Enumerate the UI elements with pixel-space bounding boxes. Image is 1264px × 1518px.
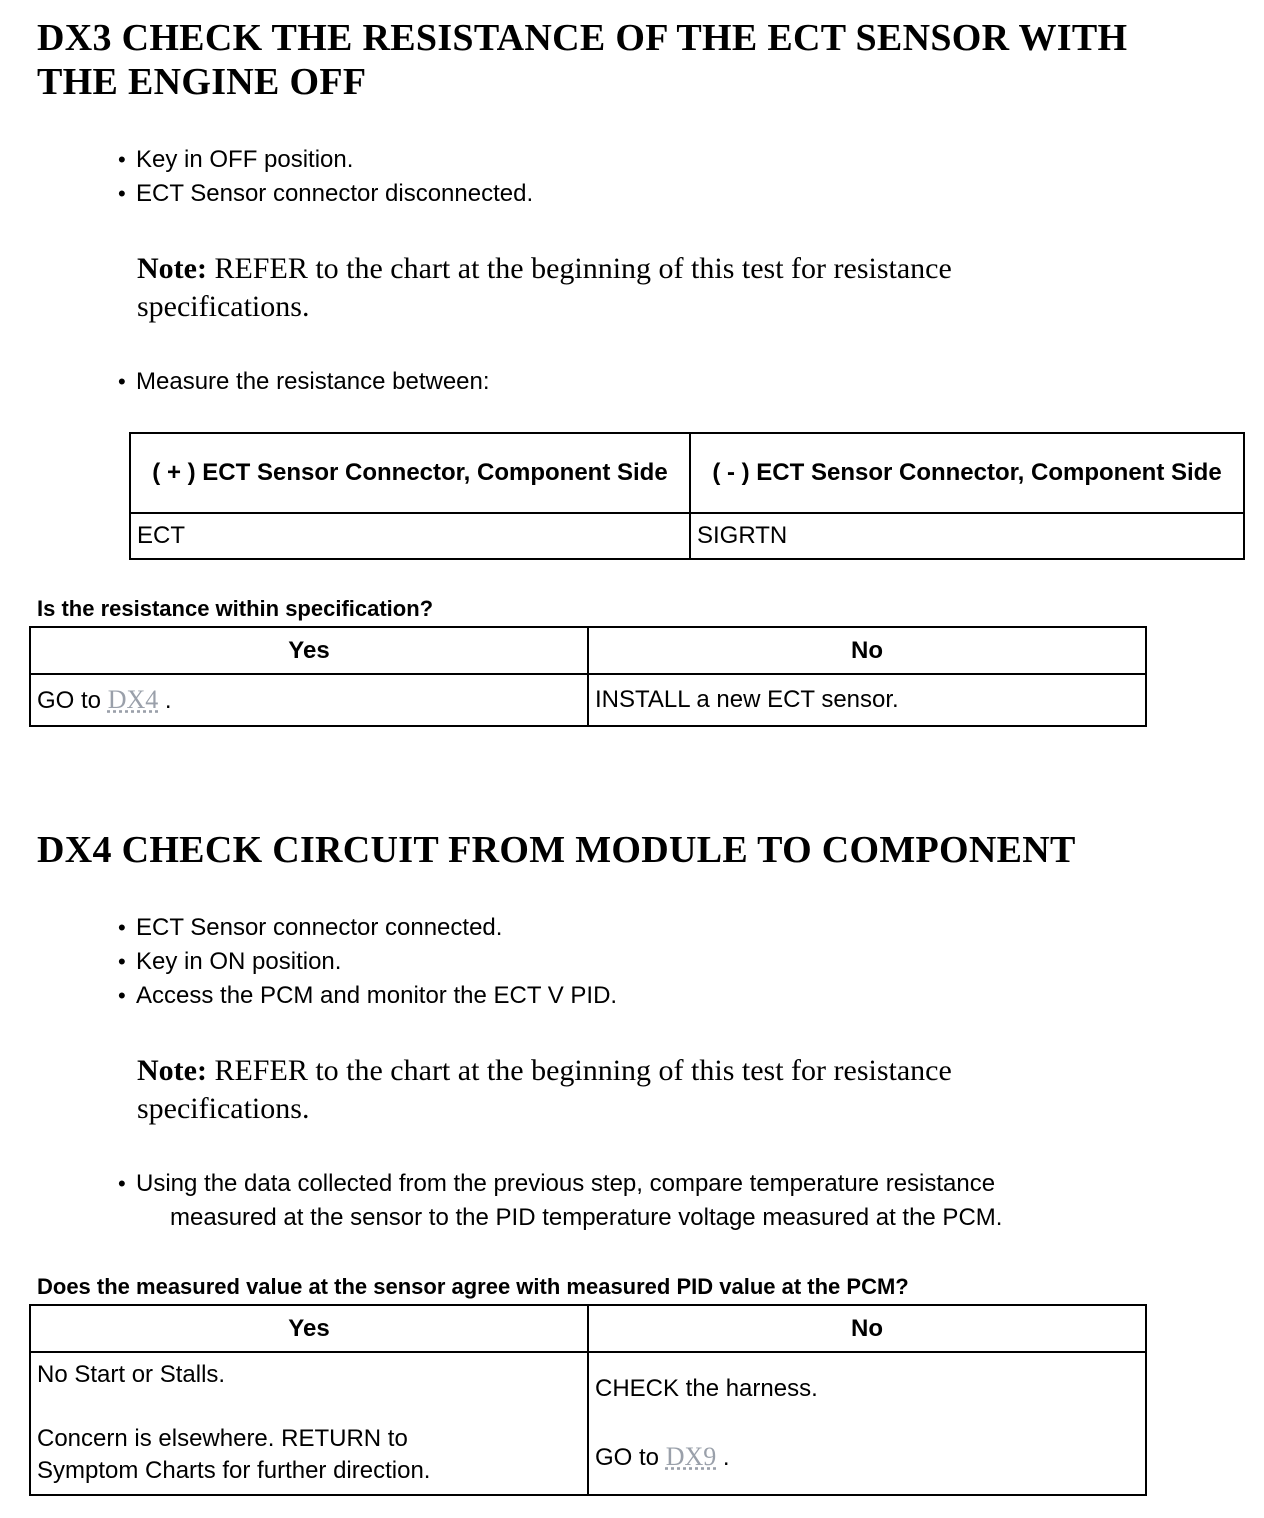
dx3-question: Is the resistance within specification? [37, 596, 434, 621]
dx3-note [137, 250, 1137, 326]
measure-cell-plus: ECT [130, 513, 690, 559]
dx3-title: DX3 CHECK THE RESISTANCE OF THE ECT SENSOR WITH THE ENGINE OFF [37, 17, 1128, 103]
dx4-question: Does the measured value at the sensor agree with measured PID value at the PCM? [37, 1274, 909, 1299]
no-cell: CHECK the harness. GO to DX9 . [588, 1352, 1146, 1495]
dx9-link[interactable]: DX9 [665, 1442, 717, 1471]
no-header: No [588, 1305, 1146, 1352]
note-label: Note: [137, 252, 207, 285]
note-text: REFER to the chart at the beginning of this test for resistance [206, 252, 952, 285]
list-item: • Key in ON position. [118, 945, 617, 979]
yes-cell: GO to DX4 . [30, 674, 588, 726]
dx4-title: DX4 CHECK CIRCUIT FROM MODULE TO COMPONENT [37, 829, 1076, 871]
dx4-link[interactable]: DX4 [107, 685, 159, 714]
dx4-compare-list [118, 1167, 1002, 1235]
dx3-answer-table [29, 626, 1147, 727]
list-item: • Measure the resistance between: [118, 365, 490, 399]
dx3-measure-table [129, 432, 1245, 560]
dx3-measure-list [118, 365, 490, 399]
dx4-note [137, 1052, 1137, 1128]
list-item: • Access the PCM and monitor the ECT V PID. [118, 979, 617, 1013]
no-header: No [588, 627, 1146, 674]
dx4-bullet-list [118, 911, 617, 1013]
measure-header-plus: ( + ) ECT Sensor Connector, Component Side [130, 433, 690, 513]
yes-header: Yes [30, 627, 588, 674]
list-item-cont: measured at the sensor to the PID temperature voltage measured at the PCM. [170, 1204, 1003, 1231]
list-item: • Key in OFF position. [118, 143, 533, 177]
dx4-answer-table [29, 1304, 1147, 1496]
yes-cell: No Start or Stalls. Concern is elsewhere. RETURN to Symptom Charts for further direction. [30, 1352, 588, 1495]
list-item: • ECT Sensor connector disconnected. [118, 177, 533, 211]
list-item: • ECT Sensor connector connected. [118, 911, 617, 945]
note-text: REFER to the chart at the beginning of this test for resistance [206, 1054, 952, 1087]
note-label: Note: [137, 1054, 207, 1087]
list-item: • Using the data collected from the previous step, compare temperature resistance [118, 1167, 1002, 1201]
note-text-cont: specifications. [137, 1092, 310, 1125]
no-cell: INSTALL a new ECT sensor. [588, 674, 1146, 726]
dx3-bullet-list [118, 143, 533, 211]
measure-header-minus: ( - ) ECT Sensor Connector, Component Side [690, 433, 1244, 513]
yes-header: Yes [30, 1305, 588, 1352]
measure-cell-minus: SIGRTN [690, 513, 1244, 559]
note-text-cont: specifications. [137, 290, 310, 323]
